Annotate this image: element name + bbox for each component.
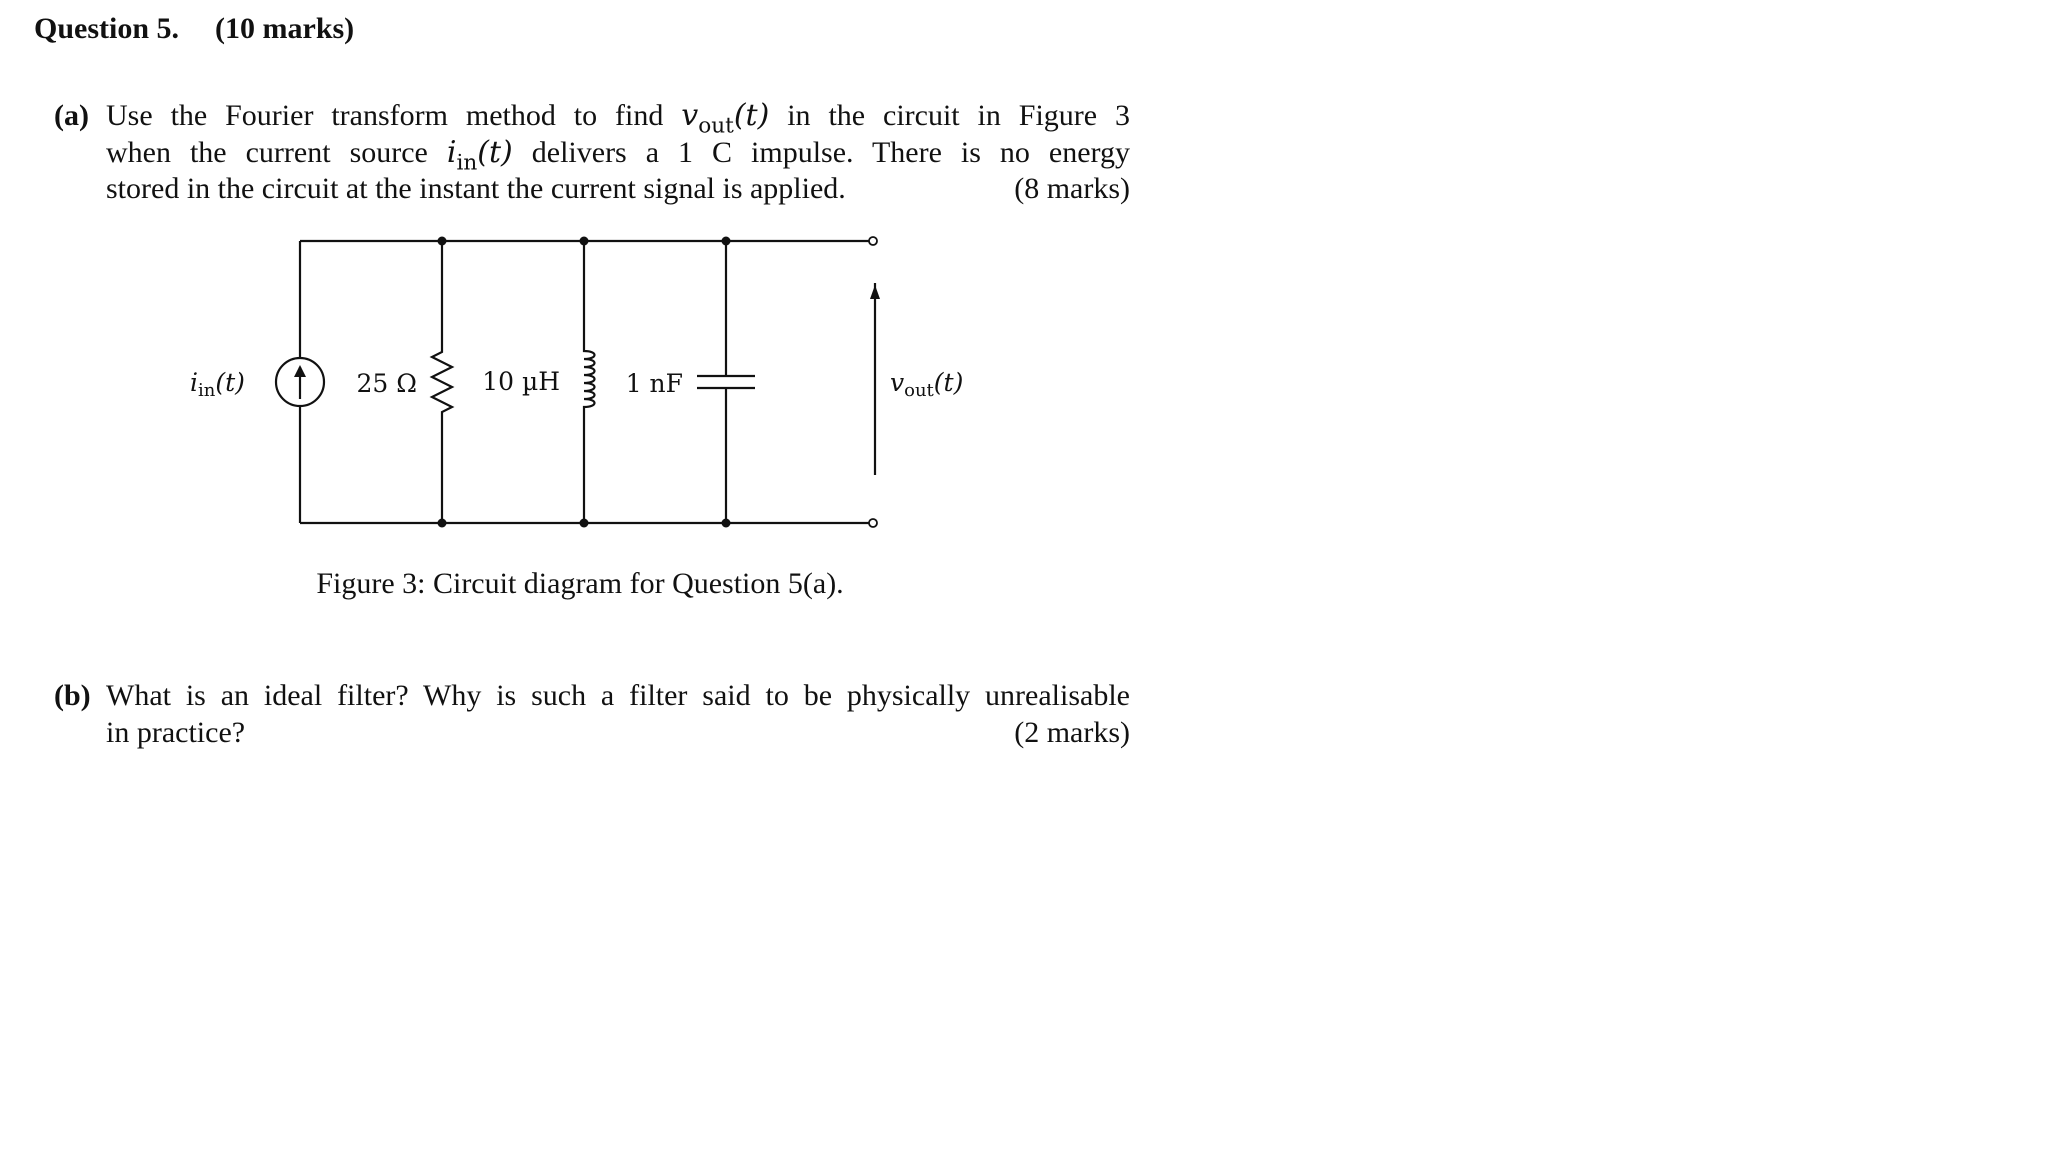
part-a-marks: (8 marks) bbox=[1014, 172, 1130, 205]
output-label: vout(t) bbox=[890, 368, 964, 401]
junction-dot bbox=[438, 237, 447, 246]
question-title bbox=[34, 12, 354, 46]
part-a-label: (a) bbox=[54, 99, 89, 132]
part-a-line-3: stored in the circuit at the instant the current signal is applied. (8 marks) bbox=[106, 171, 1130, 208]
capacitor-label: 1 nF bbox=[625, 369, 683, 398]
junction-dot bbox=[438, 519, 447, 528]
output-arrow-icon bbox=[870, 285, 880, 299]
circuit-figure bbox=[180, 225, 1020, 555]
resistor-symbol bbox=[432, 241, 452, 523]
part-b-text bbox=[106, 678, 1130, 751]
part-b-line-1: What is an ideal filter? Why is such a filter said to be physically unrealisable bbox=[106, 679, 1130, 712]
part-a bbox=[54, 98, 1130, 208]
source-arrow-icon bbox=[294, 365, 306, 377]
junction-dot bbox=[722, 519, 731, 528]
resistor-label: 25 Ω bbox=[356, 369, 417, 398]
source-label: iin(t) bbox=[190, 368, 245, 401]
inductor-label: 10 µH bbox=[482, 367, 560, 396]
junction-dot bbox=[722, 237, 731, 246]
junction-dot bbox=[580, 237, 589, 246]
iin-symbol: $i_{in}(t)$ bbox=[446, 134, 513, 176]
part-b-label: (b) bbox=[54, 679, 91, 712]
inductor-symbol bbox=[584, 241, 595, 523]
part-b bbox=[54, 678, 1130, 751]
part-b-line-2: in practice? (2 marks) bbox=[106, 715, 1130, 752]
question-number: Question 5. bbox=[34, 12, 180, 45]
circuit-diagram bbox=[180, 225, 1020, 555]
part-b-marks: (2 marks) bbox=[1014, 715, 1130, 749]
output-terminal-top bbox=[869, 237, 877, 245]
junction-dot bbox=[580, 519, 589, 528]
vout-symbol: $v_{out}(t)$ bbox=[681, 98, 770, 139]
part-a-text bbox=[106, 98, 1130, 208]
part-a-line-2: when the current source $i_{in}(t)$ delivers a 1 C impulse. There is no energy bbox=[106, 134, 1131, 176]
part-a-line-1: Use the Fourier transform method to find $v_{out}(t)$ in the circuit in Figure 3 bbox=[106, 98, 1131, 139]
output-terminal-bottom bbox=[869, 519, 877, 527]
figure-caption: Figure 3: Circuit diagram for Question 5(a). bbox=[316, 567, 844, 600]
question-marks: (10 marks) bbox=[215, 12, 355, 45]
